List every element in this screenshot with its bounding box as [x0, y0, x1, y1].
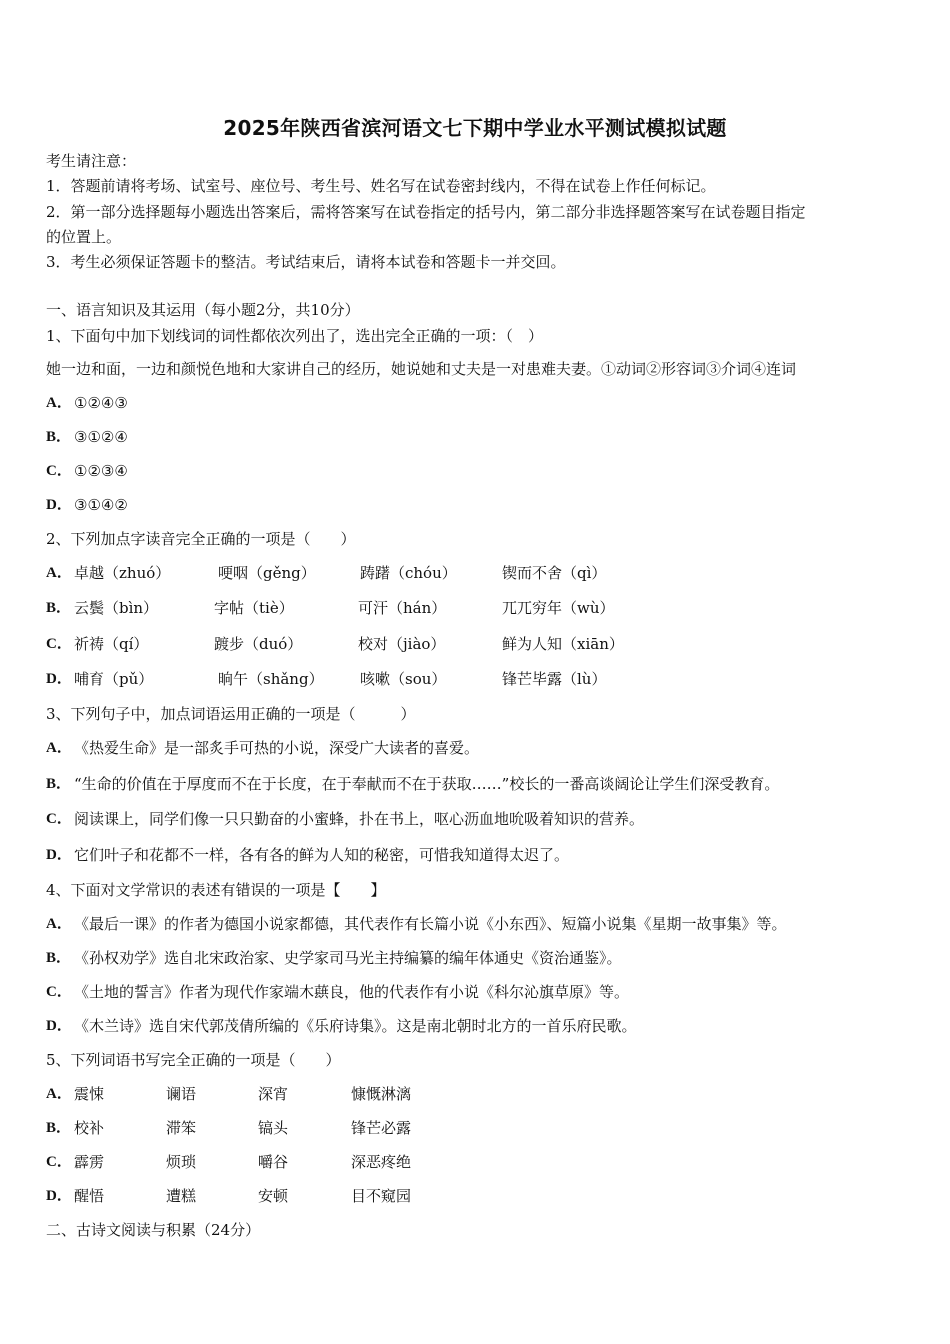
question-stem: 3、下列句子中，加点词语运用正确的一项是（ ）	[46, 705, 416, 723]
notice-heading: 考生请注意：	[46, 152, 137, 170]
option-label: C．	[46, 463, 72, 479]
option-cell: 云鬓（bìn）	[74, 599, 159, 617]
question-stem: 1、下面句中加下划线词的词性都依次列出了，选出完全正确的一项：（ ）	[46, 327, 544, 345]
option-cell: 嚼谷	[258, 1153, 289, 1171]
option-label: B．	[46, 776, 72, 792]
option-cell: 醒悟	[74, 1187, 105, 1205]
option-cell: 晌午（shǎng）	[218, 670, 324, 688]
option-cell: 咳嗽（sou）	[360, 670, 447, 688]
option-cell: 镐头	[258, 1119, 289, 1137]
section-heading: 一、语言知识及其运用（每小题2分，共10分）	[46, 301, 360, 319]
option-text: 《孙权劝学》选自北宋政治家、史学家司马光主持编纂的编年体通史《资治通鉴》。	[74, 949, 622, 967]
option-cell: 锋芒必露	[351, 1119, 412, 1137]
option-label: A．	[46, 395, 72, 411]
option-cell: 锲而不舍（qì）	[502, 564, 607, 582]
question-stem: 2、下列加点字读音完全正确的一项是（ ）	[46, 530, 356, 548]
notice-item: 2．第一部分选择题每小题选出答案后，需将答案写在试卷指定的括号内，第二部分非选择题答案写在试卷题目指定	[46, 203, 806, 221]
option-text: ①②④③	[74, 394, 128, 412]
option-label: B．	[46, 950, 72, 966]
notice-item: 3．考生必须保证答题卡的整洁。考试结束后，请将本试卷和答题卡一并交回。	[46, 253, 566, 271]
option-cell: 哽咽（gěng）	[218, 564, 316, 582]
option-text: ③①②④	[74, 428, 128, 446]
option-cell: 深宵	[258, 1085, 289, 1103]
option-cell: 目不窥园	[351, 1187, 412, 1205]
option-cell: 校补	[74, 1119, 105, 1137]
option-text: 阅读课上，同学们像一只只勤奋的小蜜蜂，扑在书上，呕心沥血地吮吸着知识的营养。	[74, 810, 645, 828]
option-label: A．	[46, 1086, 72, 1102]
question-sentence: 她一边和面，一边和颜悦色地和大家讲自己的经历，她说她和丈夫是一对患难夫妻。①动词②形容词③介词④连词	[46, 360, 797, 378]
option-cell: 锋芒毕露（lù）	[502, 670, 607, 688]
option-label: D．	[46, 1018, 72, 1034]
option-cell: 遭糕	[166, 1187, 197, 1205]
option-cell: 踌躇（chóu）	[360, 564, 457, 582]
option-label: A．	[46, 916, 72, 932]
option-cell: 滞笨	[166, 1119, 197, 1137]
option-cell: 祈祷（qí）	[74, 635, 149, 653]
option-cell: 踱步（duó）	[214, 635, 303, 653]
option-label: D．	[46, 1188, 72, 1204]
section-heading: 二、古诗文阅读与积累（24分）	[46, 1221, 261, 1239]
option-cell: 慷慨淋漓	[351, 1085, 412, 1103]
option-cell: 烦琐	[166, 1153, 197, 1171]
option-text: ③①④②	[74, 496, 128, 514]
option-cell: 兀兀穷年（wù）	[502, 599, 615, 617]
option-text: 《木兰诗》选自宋代郭茂倩所编的《乐府诗集》。这是南北朝时北方的一首乐府民歌。	[74, 1017, 637, 1035]
option-label: B．	[46, 600, 72, 616]
option-cell: 校对（jiào）	[358, 635, 446, 653]
option-label: B．	[46, 1120, 72, 1136]
option-cell: 鲜为人知（xiān）	[502, 635, 624, 653]
option-cell: 霹雳	[74, 1153, 105, 1171]
question-stem: 5、下列词语书写完全正确的一项是（ ）	[46, 1051, 341, 1069]
option-cell: 谰语	[166, 1085, 197, 1103]
option-label: A．	[46, 740, 72, 756]
notice-item: 的位置上。	[46, 228, 122, 246]
option-cell: 深恶疼绝	[351, 1153, 412, 1171]
question-stem: 4、下面对文学常识的表述有错误的一项是【 】	[46, 881, 386, 899]
option-cell: 卓越（zhuó）	[74, 564, 171, 582]
option-cell: 哺育（pǔ）	[74, 670, 154, 688]
option-label: D．	[46, 497, 72, 513]
option-label: D．	[46, 671, 72, 687]
option-cell: 震悚	[74, 1085, 105, 1103]
option-cell: 可汗（hán）	[358, 599, 447, 617]
option-label: B．	[46, 429, 72, 445]
option-text: 它们叶子和花都不一样，各有各的鲜为人知的秘密，可惜我知道得太迟了。	[74, 846, 570, 864]
option-label: C．	[46, 811, 72, 827]
option-text: ①②③④	[74, 462, 128, 480]
option-text: 《最后一课》的作者为德国小说家都德，其代表作有长篇小说《小东西》、短篇小说集《星期一故事集》等。	[74, 915, 787, 933]
option-text: 《热爱生命》是一部炙手可热的小说，深受广大读者的喜爱。	[74, 739, 480, 757]
option-label: D．	[46, 847, 72, 863]
option-cell: 安顿	[258, 1187, 289, 1205]
option-label: C．	[46, 984, 72, 1000]
option-text: 《土地的誓言》作者为现代作家端木蕻良，他的代表作有小说《科尔沁旗草原》等。	[74, 983, 630, 1001]
option-cell: 字帖（tiè）	[214, 599, 294, 617]
option-label: A．	[46, 565, 72, 581]
option-label: C．	[46, 1154, 72, 1170]
notice-item: 1．答题前请将考场、试室号、座位号、考生号、姓名写在试卷密封线内，不得在试卷上作任何标记。	[46, 177, 716, 195]
option-label: C．	[46, 636, 72, 652]
page-title: 2025年陕西省滨河语文七下期中学业水平测试模拟试题	[223, 116, 727, 140]
option-text: “生命的价值在于厚度而不在于长度，在于奉献而不在于获取……”校长的一番高谈阔论让学生们深受教育。	[74, 775, 780, 793]
